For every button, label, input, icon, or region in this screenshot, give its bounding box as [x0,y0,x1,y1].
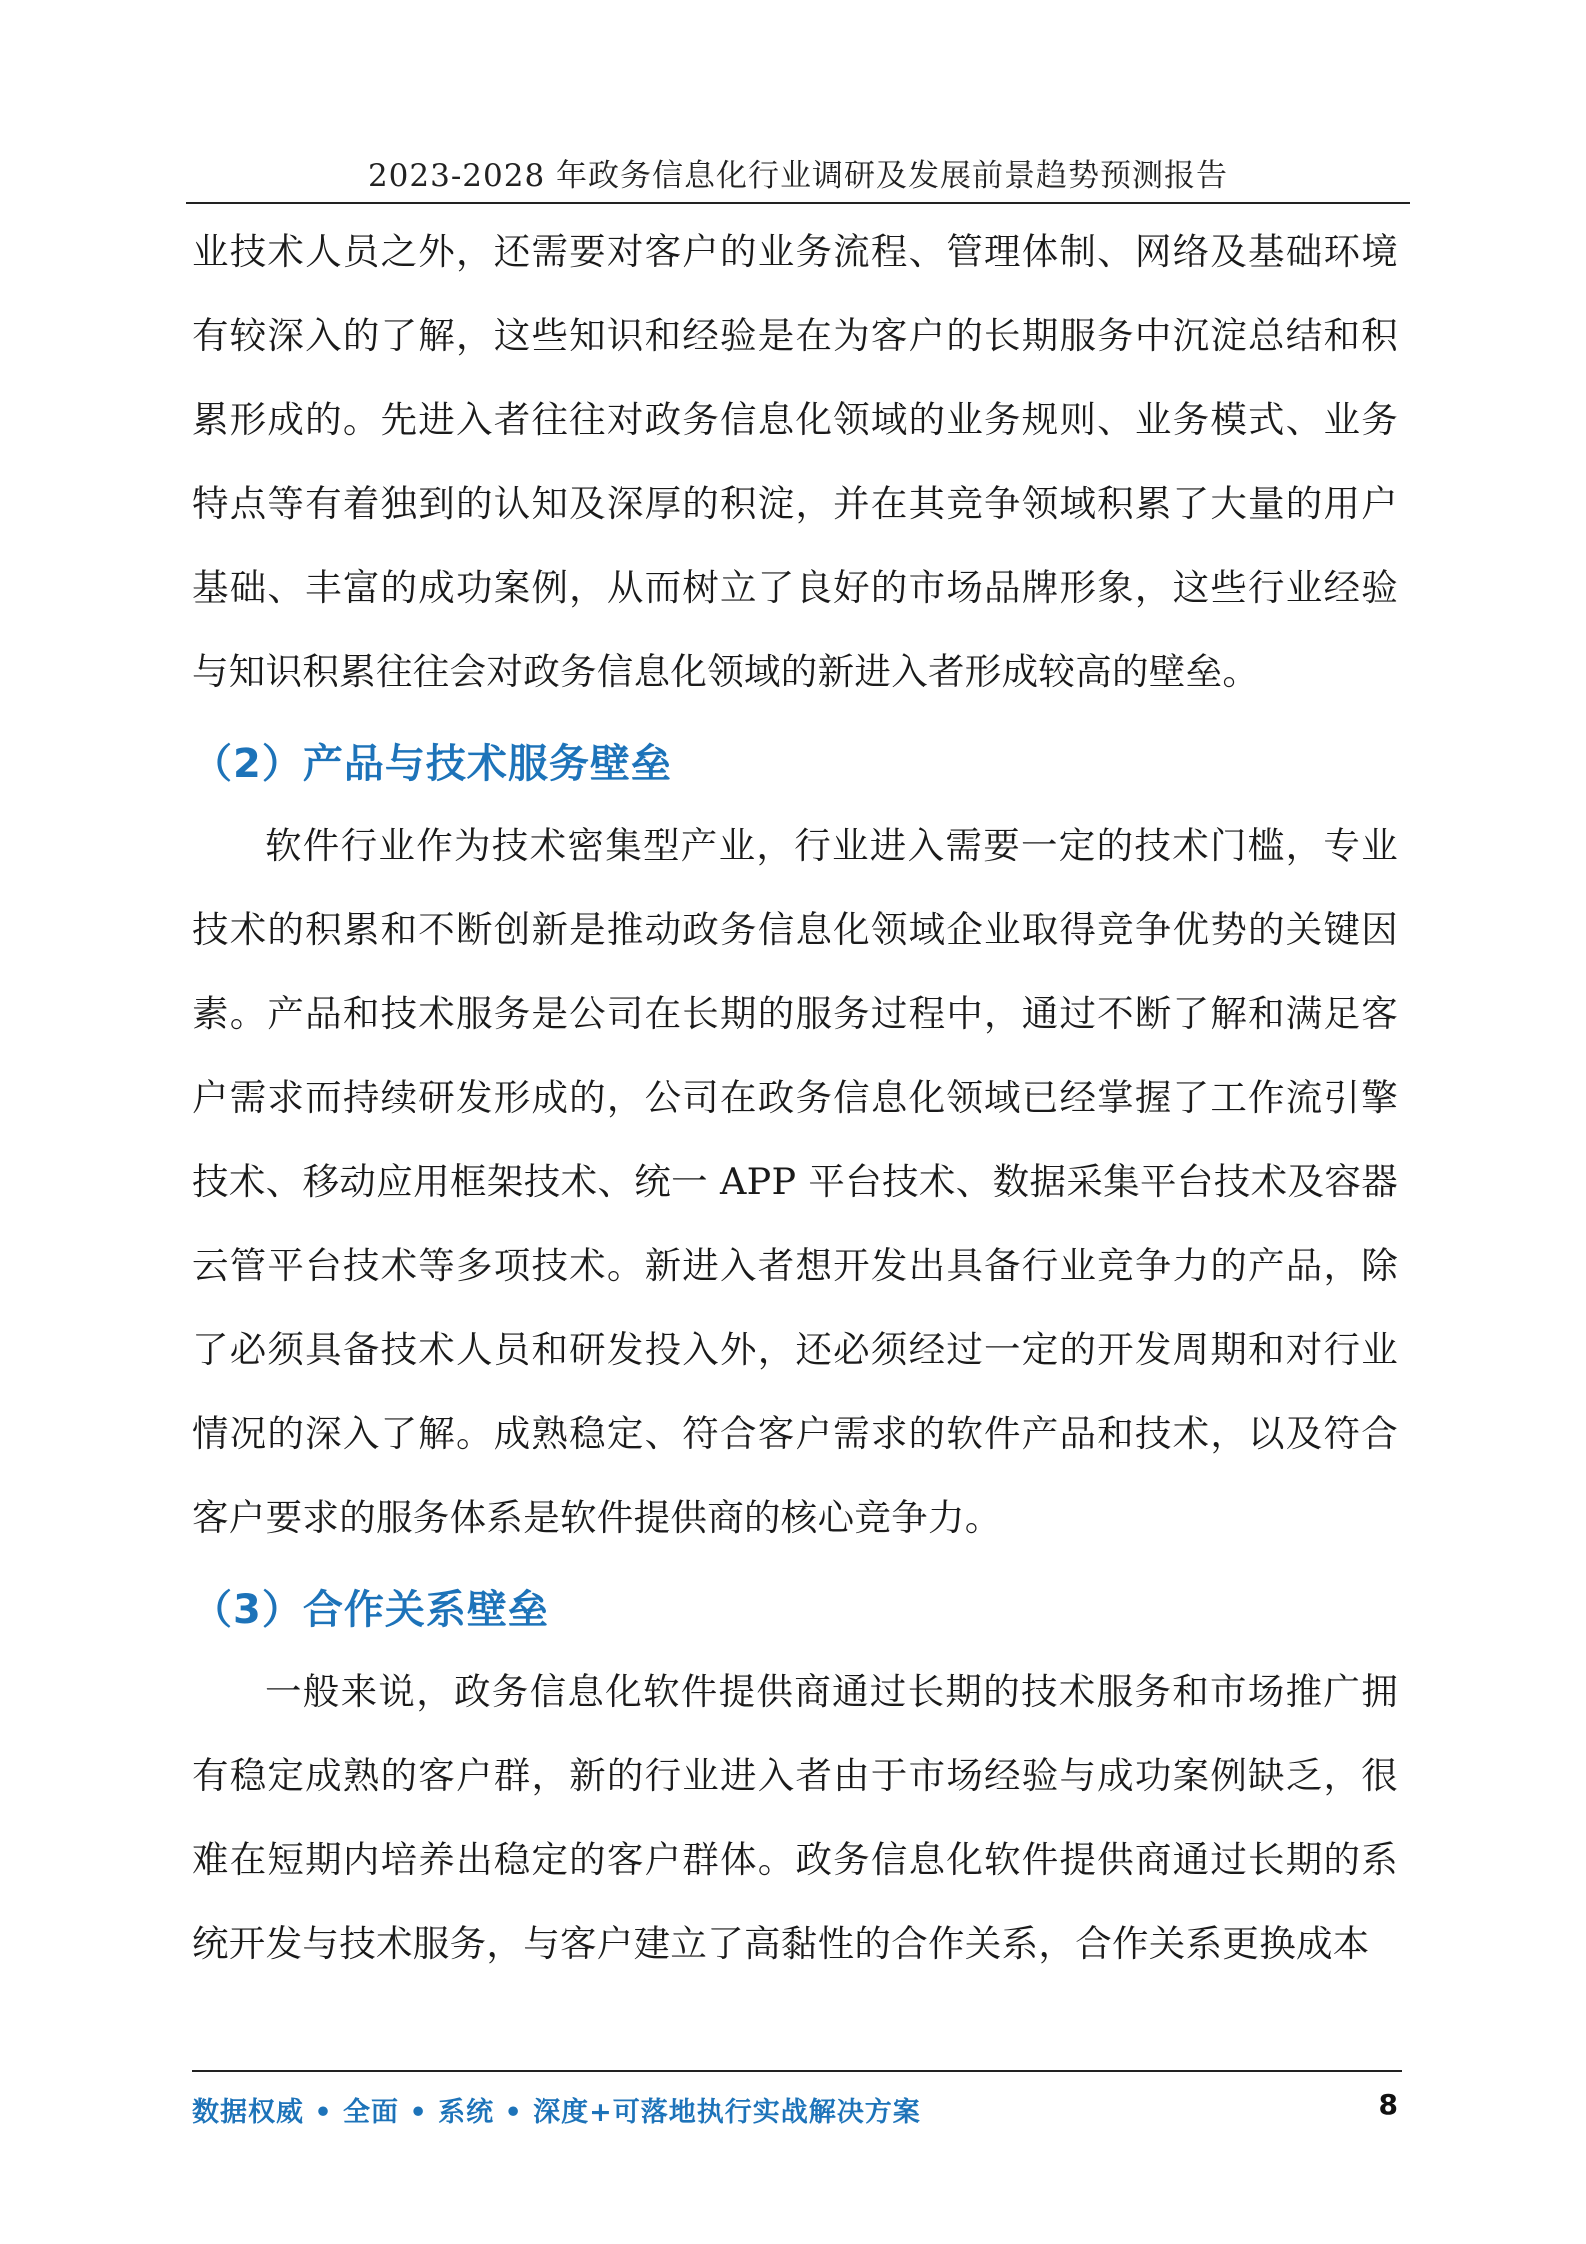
paragraph-experience-barrier: 业技术人员之外，还需要对客户的业务流程、管理体制、网络及基础环境有较深入的了解，这些知识和经验是在为客户的长期服务中沉淀总结和积累形成的。先进入者往往对政务信息化领域的业务规则、业务模式、业务特点等有着独到的认知及深厚的积淀，并在其竞争领域积累了大量的用户基础、丰富的成功案例，从而树立了良好的市场品牌形象，这些行业经验与知识积累往往会对政务信息化领域的新进入者形成较高的壁垒。 [192,230,1398,693]
section-heading-cooperation: （3）合作关系壁垒 [192,1587,549,1633]
page-header [186,150,1410,204]
footer-slogan: 数据权威 • 全面 • 系统 • 深度+可落地执行实战解决方案 [192,2097,921,2128]
paragraph-product-tech-barrier: 软件行业作为技术密集型产业，行业进入需要一定的技术门槛，专业技术的积累和不断创新是推动政务信息化领域企业取得竞争优势的关键因素。产品和技术服务是公司在长期的服务过程中，通过不断了解和满足客户需求而持续研发形成的，公司在政务信息化领域已经掌握了工作流引擎技术、移动应用框架技术、统一 APP 平台技术、数据采集平台技术及容器云管平台技术等多项技术。新进入者想开发出具备行业竞争力的产品，除了必须具备技术人员和研发投入外，还必须经过一定的开发周期和对行业情况的深入了解。成熟稳定、符合客户需求的软件产品和技术，以及符合客户要求的服务体系是软件提供商的核心竞争力。 [192,824,1398,1539]
paragraph-cooperation-barrier: 一般来说，政务信息化软件提供商通过长期的技术服务和市场推广拥有稳定成熟的客户群，新的行业进入者由于市场经验与成功案例缺乏，很难在短期内培养出稳定的客户群体。政务信息化软件提供商通过长期的系统开发与技术服务，与客户建立了高黏性的合作关系，合作关系更换成本 [192,1670,1398,1965]
footer-divider [192,2070,1402,2072]
document-body [192,210,1398,1986]
section-heading-product-tech: （2）产品与技术服务壁垒 [192,741,672,787]
report-title: 2023-2028 年政务信息化行业调研及发展前景趋势预测报告 [367,158,1229,194]
page-number: 8 [1378,2088,1398,2121]
